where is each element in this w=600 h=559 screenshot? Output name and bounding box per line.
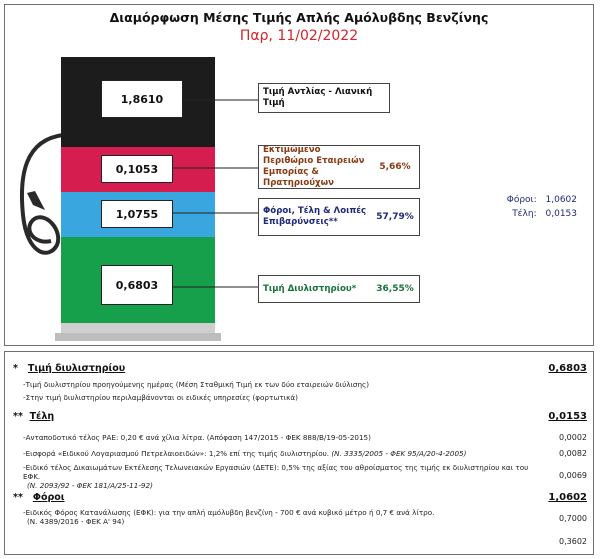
pump-nozzle (27, 191, 45, 210)
date-subtitle: Παρ, 11/02/2022 (239, 28, 359, 44)
taxes-item-1-text: -Ειδικός Φόρος Κατανάλωσης (ΕΦΚ): για την απλή αμόλυβδη βενζίνη - 700 € ανά κυβικό μέτρο ή 0,7 € ανά λίτρο. (23, 508, 435, 517)
fees-item-2 (23, 449, 587, 458)
margin-label-box (258, 145, 420, 189)
breakdown-notes-panel (4, 351, 594, 555)
side-fees-label: Τέλη: (512, 209, 537, 219)
fees-section-value: 0,0153 (548, 411, 587, 422)
refinery-percent: 36,55% (376, 284, 414, 294)
side-fees (505, 209, 577, 219)
refinery-section-value: 0,6803 (548, 363, 587, 374)
fees-item-2-value: 0,0082 (559, 449, 587, 458)
refinery-heading: Τιμή διυλιστηρίου (27, 363, 126, 374)
refinery-label: Τιμή Διυλιστηρίου* (263, 283, 357, 294)
retail-price-value: 1,8610 (101, 80, 183, 118)
fees-item-3-text: -Ειδικό τέλος Δικαιωμάτων Εκτέλεσης Τελωνειακών Εργασιών (ΔΕΤΕ): 0,5% της αξίας του αθροίσματος της τιμής εκ διυλιστηρίου και του ΕΦΚ. (23, 463, 529, 481)
taxes-label: Φόροι, Τέλη & Λοιπές Επιβαρύνσεις** (263, 206, 367, 227)
margin-label: Εκτιμώμενο Περιθώριο Εταιρειών Εμπορίας & Πρατηριούχων (263, 145, 365, 188)
pump-infographic-panel (4, 4, 594, 346)
fees-item-2-ref: (Ν. 3335/2005 - ΦΕΚ 95/Α/20-4-2005) (331, 449, 467, 458)
taxes-section-value: 1,0602 (548, 492, 587, 503)
taxes-item-1-value: 0,7000 (559, 514, 587, 523)
refinery-note-2-text: -Στην τιμή διυλιστηρίου περιλαμβάνονται οι ειδικές υπηρεσίες (φορτωτικά) (23, 393, 298, 402)
taxes-item-1-ref: (Ν. 4389/2016 - ΦΕΚ Α' 94) (27, 517, 125, 526)
taxes-value: 1,0755 (101, 200, 173, 228)
fees-item-3 (23, 463, 533, 490)
page-title: Διαμόρφωση Μέσης Τιμής Απλής Αμόλυβδης Βενζίνης (109, 10, 489, 25)
margin-percent: 5,66% (379, 162, 411, 172)
retail-price-label-box (258, 83, 390, 113)
fees-item-1-text: -Ανταποδοτικό τέλος ΡΑΕ: 0,20 € ανά χίλια λίτρα. (Απόφαση 147/2015 - ΦΕΚ 888/Β/19-05-2015) (23, 433, 371, 442)
retail-price-label: Τιμή Αντλίας - Λιανική Τιμή (263, 87, 373, 108)
taxes-item-2-value: 0,3602 (559, 537, 587, 546)
taxes-item-1 (23, 508, 533, 526)
refinery-label-box (258, 275, 420, 303)
side-taxes-value: 1,0602 (545, 195, 577, 205)
refinery-note-1-text: -Τιμή διυλιστηρίου προηγούμενης ημέρας (Μέση Σταθμική Τιμή εκ των δύο εταιρειών διύλισης) (23, 380, 370, 389)
refinery-note-2 (23, 393, 587, 402)
refinery-note-1 (23, 380, 587, 389)
fees-item-1 (23, 433, 587, 442)
fees-item-3-value: 0,0069 (559, 471, 587, 480)
taxes-marker: ** (13, 492, 23, 503)
fees-section-heading (13, 411, 587, 422)
refinery-value: 0,6803 (101, 265, 173, 305)
fees-item-1-value: 0,0002 (559, 433, 587, 442)
fees-item-2-text: -Εισφορά «Ειδικού Λογαριασμού Πετρελαιοειδών»: 1,2% επί της τιμής διυλιστηρίου. (23, 449, 330, 458)
side-taxes-label: Φόροι: (506, 195, 537, 205)
side-taxes (505, 195, 577, 205)
fees-heading: Τέλη (29, 411, 55, 422)
refinery-marker: * (13, 363, 18, 374)
taxes-heading: Φόροι (32, 492, 65, 503)
taxes-section-heading (13, 492, 587, 503)
refinery-section-heading (13, 363, 587, 374)
fees-marker: ** (13, 411, 23, 422)
fees-item-3-ref: (Ν. 2093/92 - ΦΕΚ 181/Α/25-11-92) (27, 481, 153, 490)
margin-value: 0,1053 (101, 155, 173, 183)
side-fees-value: 0,0153 (545, 209, 577, 219)
pump-base-shadow (55, 333, 221, 341)
taxes-label-box (258, 198, 420, 236)
taxes-percent: 57,79% (376, 212, 414, 222)
